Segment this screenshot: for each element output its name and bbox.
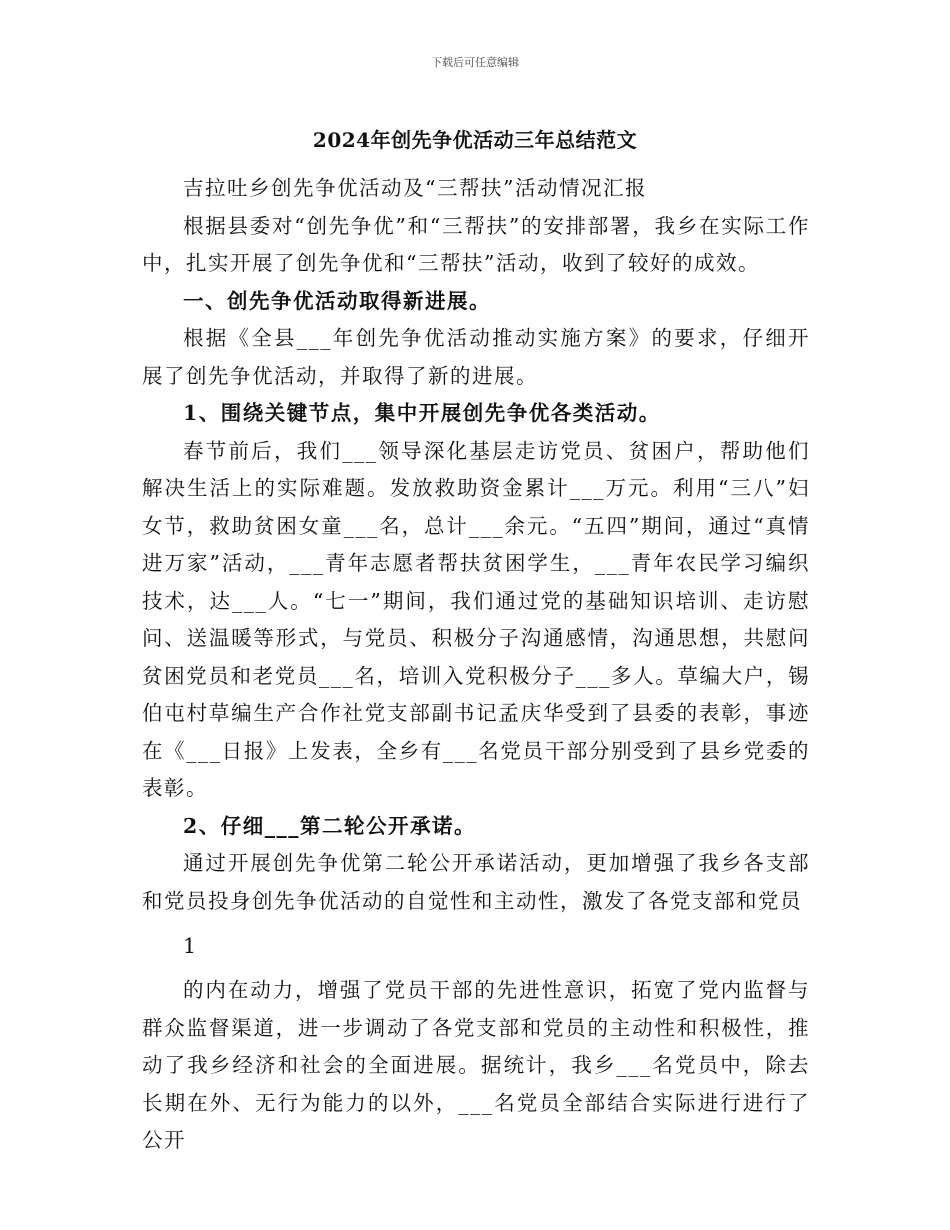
header-note: 下载后可任意编辑 [431, 56, 519, 69]
document-title: 2024年创先争优活动三年总结范文 [312, 128, 638, 152]
page-number: 1 [183, 934, 197, 958]
subtitle-paragraph: 吉拉吐乡创先争优活动及“三帮扶”活动情况汇报 [183, 176, 647, 200]
section-heading-1: 一、创先争优活动取得新进展。 [183, 288, 491, 313]
subsection-heading-2: 2、仔细___第二轮公开承诺。 [183, 813, 477, 838]
continuation-paragraph: 的内在动力，增强了党员干部的先进性意识，拓宽了党内监督与群众监督渠道，进一步调动了各党支部和党员的主动性和积极性，推动了我乡经济和社会的全面进展。据统计，我乡___名党员中，除去长期在外、无行为能力的以外，___名党员全部结合实际进行进行了公开 [142, 978, 810, 1152]
subsection-heading-1: 1、围绕关键节点，集中开展创先争优各类活动。 [183, 401, 661, 425]
subsection-1-paragraph: 春节前后，我们___领导深化基层走访党员、贫困户，帮助他们解决生活上的实际难题。发放救助资金累计___万元。利用“三八”妇女节，救助贫困女童___名，总计___余元。“五四”期间，通过“真情进万家”活动，___青年志愿者帮扶贫困学生，___青年农民学习编织技术，达___人。“七一”期间，我们通过党的基础知识培训、走访慰问、送温暖等形式，与党员、积极分子沟通感情，沟通思想，共慰问贫困党员和老党员___名，培训入党积极分子___多人。草编大户，锡伯屯村草编生产合作社党支部副书记孟庆华受到了县委的表彰，事迹在《___日报》上发表，全乡有___名党员干部分别受到了县乡党委的表彰。 [142, 438, 810, 800]
subsection-2-paragraph: 通过开展创先争优第二轮公开承诺活动，更加增强了我乡各支部和党员投身创先争优活动的自觉性和主动性，激发了各党支部和党员 [142, 851, 810, 913]
intro-paragraph: 根据县委对“创先争优”和“三帮扶”的安排部署，我乡在实际工作中，扎实开展了创先争优和“三帮扶”活动，收到了较好的成效。 [142, 213, 810, 275]
section-1-paragraph: 根据《全县___年创先争优活动推动实施方案》的要求，仔细开展了创先争优活动，并取得了新的进展。 [142, 326, 810, 388]
document-body [142, 170, 810, 1160]
